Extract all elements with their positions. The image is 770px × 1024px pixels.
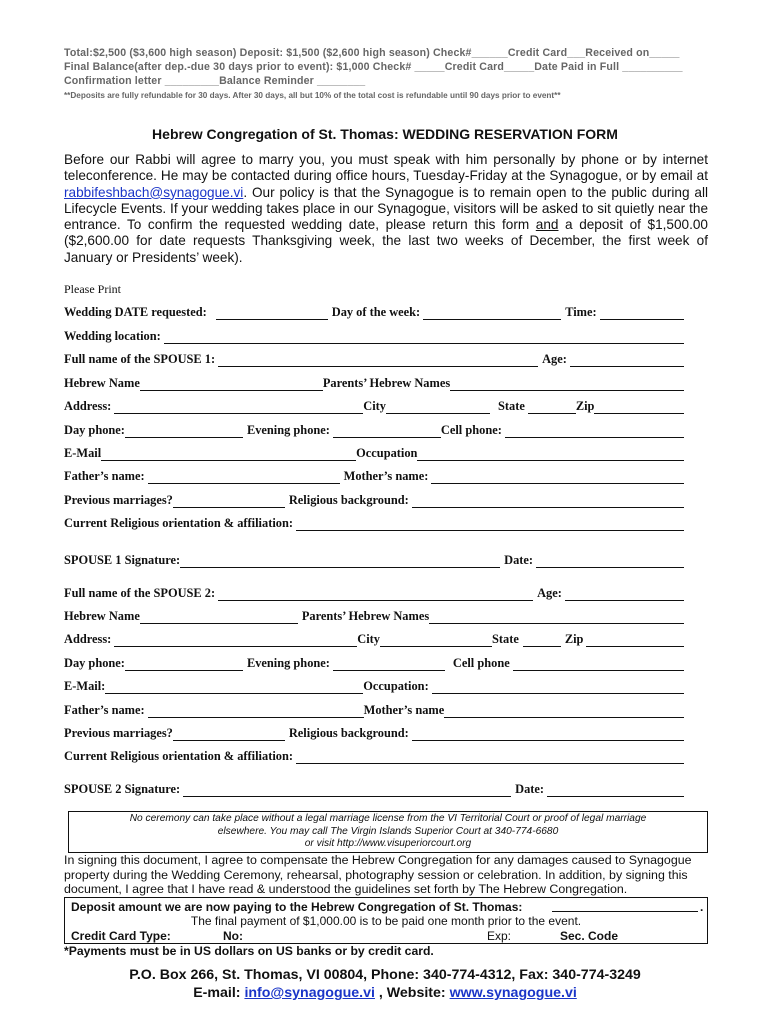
deposit-amount-label: Deposit amount we are now paying to the Hebrew Congregation of St. Thomas: [71, 900, 523, 914]
spouse1-age-field[interactable] [570, 354, 684, 367]
wedding-location-row [64, 326, 688, 344]
spouse1-sig-field[interactable] [180, 555, 500, 568]
agreement-paragraph: In signing this document, I agree to compensate the Hebrew Congregation for any damages caused to Synagogue property during the Wedding Ceremony, rehearsal, photography session or celebration. In addition, by signing this document, I agree that I have read & understood the guidelines set forth by The Hebrew Congregation. [64, 853, 692, 897]
spouse1-mother-label: Mother’s name: [343, 469, 429, 483]
spouse1-relig-label: Religious background: [288, 493, 409, 507]
deposit-period: . [700, 900, 704, 914]
marriage-license-notice [68, 811, 708, 853]
spouse2-dayphone-field[interactable] [125, 658, 243, 671]
spouse2-occupation-label: Occupation: [363, 679, 429, 693]
fee-line-final: Final Balance(after dep.-due 30 days prior to event): $1,000 Check# _____Credit Card_____Date Paid in Full __________ [64, 61, 683, 73]
fee-line-total: Total:$2,500 ($3,600 high season) Deposit: $1,500 ($2,600 high season) Check#______Credit Card___Received on_____ [64, 47, 680, 59]
spouse1-mother-field[interactable] [431, 471, 684, 484]
notice-line-2: elsewhere. You may call The Virgin Islands Superior Court at 340-774-6680 [217, 825, 559, 837]
spouse1-parents-label: Parents’ Hebrew Names [322, 376, 451, 390]
spouse1-orientation-row [64, 513, 688, 531]
credit-card-type-label: Credit Card Type: [71, 929, 171, 943]
card-number-label: No: [223, 929, 243, 943]
spouse1-state-field[interactable] [528, 401, 576, 414]
spouse1-occupation-field[interactable] [417, 448, 684, 461]
wedding-location-field[interactable] [164, 331, 684, 344]
spouse1-name-row [64, 349, 688, 367]
spouse2-name-field[interactable] [218, 588, 533, 601]
spouse1-email-label: E-Mail [64, 446, 102, 460]
spouse2-address-field[interactable] [114, 634, 357, 647]
spouse1-state-label: State [498, 399, 525, 413]
spouse1-hebrew-field[interactable] [140, 378, 323, 391]
intro-text-2: . Our policy is that the Synagogue is to remain open to the public during all Lifecycle Events. If your wedding takes place in our Synagogue, visitors will be asked to sit quietly near the entrance. To confirm the requested wedding date, please return this form [64, 184, 708, 233]
spouse1-relig-field[interactable] [412, 495, 684, 508]
spouse1-parents-row [64, 466, 688, 484]
spouse2-relig-field[interactable] [412, 728, 684, 741]
spouse2-parents-row [64, 700, 688, 718]
spouse1-parents-field[interactable] [450, 378, 684, 391]
spouse2-orientation-row [64, 746, 688, 764]
spouse1-evephone-label: Evening phone: [246, 423, 330, 437]
intro-text-1: Before our Rabbi will agree to marry you, you must speak with him personally by phone or by internet teleconference. He may be contacted during office hours, Tuesday-Friday at the Synagogue, or by email at [64, 152, 708, 184]
spouse2-email-field[interactable] [105, 681, 363, 694]
spouse1-city-label: City [363, 399, 386, 413]
spouse1-orient-label: Current Religious orientation & affiliation: [64, 516, 293, 530]
spouse2-city-field[interactable] [380, 634, 492, 647]
spouse2-name-label: Full name of the SPOUSE 2: [64, 586, 216, 600]
spouse1-father-label: Father’s name: [64, 469, 145, 483]
spouse1-background-row [64, 490, 688, 508]
spouse1-age-label: Age: [542, 352, 567, 366]
spouse1-address-field[interactable] [114, 401, 363, 414]
spouse1-prev-field[interactable] [173, 495, 285, 508]
spouse1-hebrew-row [64, 373, 688, 391]
spouse2-sig-field[interactable] [183, 784, 511, 797]
deposit-box [64, 897, 708, 944]
spouse2-evephone-label: Evening phone: [246, 656, 330, 670]
spouse2-background-row [64, 723, 688, 741]
spouse1-orient-field[interactable] [296, 518, 684, 531]
footer-website-label: , Website: [374, 985, 450, 1001]
spouse2-evephone-field[interactable] [333, 658, 445, 671]
spouse1-evephone-field[interactable] [333, 425, 441, 438]
refund-note: **Deposits are fully refundable for 30 days. After 30 days, all but 10% of the total cost is refundable until 90 days prior to event** [64, 91, 561, 100]
spouse2-date-label: Date: [515, 782, 545, 796]
spouse2-state-label: State [492, 632, 519, 646]
spouse2-address-label: Address: [64, 632, 112, 646]
spouse1-dayphone-field[interactable] [125, 425, 243, 438]
wedding-date-label: Wedding DATE requested: [64, 305, 207, 319]
spouse2-prev-field[interactable] [173, 728, 285, 741]
intro-text-3: a deposit of $1,500.00 ($2,600.00 for date requests Thanksgiving week, the last two weeks of December, the first week of January or Presidents’ week). [64, 217, 708, 265]
spouse2-orient-label: Current Religious orientation & affiliation: [64, 749, 293, 763]
spouse1-zip-label: Zip [575, 399, 595, 413]
fee-summary [64, 46, 714, 103]
time-label: Time: [565, 305, 597, 319]
day-of-week-label: Day of the week: [331, 305, 421, 319]
notice-line-3: or visit http://www.visuperiorcourt.org [304, 838, 472, 849]
spouse1-date-label: Date: [504, 553, 534, 567]
spouse1-cell-label: Cell phone: [440, 423, 502, 437]
spouse2-prev-label: Previous marriages? [64, 726, 173, 740]
intro-and: and [535, 217, 559, 233]
spouse2-name-row [64, 583, 688, 601]
spouse2-hebrew-label: Hebrew Name [64, 609, 140, 623]
spouse2-age-field[interactable] [565, 588, 684, 601]
spouse2-dayphone-label: Day phone: [64, 656, 125, 670]
spouse2-mother-field[interactable] [444, 705, 684, 718]
wedding-location-label: Wedding location: [64, 329, 161, 343]
spouse1-prev-label: Previous marriages? [64, 493, 173, 507]
spouse1-occupation-label: Occupation [356, 446, 418, 460]
spouse2-age-label: Age: [537, 586, 562, 600]
footer-address: P.O. Box 266, St. Thomas, VI 00804, Phone: 340-774-4312, Fax: 340-774-3249 [129, 967, 641, 983]
form-title: Hebrew Congregation of St. Thomas: WEDDING RESERVATION FORM [152, 126, 618, 142]
spouse2-mother-label: Mother’s name [363, 703, 445, 717]
spouse1-name-field[interactable] [218, 354, 538, 367]
spouse2-state-field[interactable] [523, 634, 561, 647]
spouse2-email-label: E-Mail: [64, 679, 106, 693]
spouse2-signature-row [64, 779, 688, 797]
rabbi-email-link[interactable]: rabbifeshbach@synagogue.vi [64, 184, 244, 200]
expiry-label: Exp: [487, 929, 512, 943]
footer-contact [0, 985, 770, 1001]
spouse2-parents-label: Parents’ Hebrew Names [301, 609, 430, 623]
footer-website-link[interactable]: www.synagogue.vi [449, 985, 577, 1001]
spouse1-date-field[interactable] [536, 555, 684, 568]
wedding-date-row [64, 302, 688, 320]
spouse2-date-field[interactable] [547, 784, 684, 797]
spouse2-hebrew-field[interactable] [140, 611, 298, 624]
spouse2-zip-field[interactable] [586, 634, 684, 647]
spouse2-orient-field[interactable] [296, 751, 684, 764]
spouse2-address-row [64, 629, 688, 647]
spouse2-relig-label: Religious background: [288, 726, 409, 740]
spouse2-email-row [64, 676, 688, 694]
spouse1-father-field[interactable] [148, 471, 340, 484]
spouse2-cell-label: Cell phone [452, 656, 510, 670]
final-payment-note: The final payment of $1,000.00 is to be paid one month prior to the event. [190, 914, 582, 928]
day-of-week-field[interactable] [423, 307, 561, 320]
spouse1-email-row [64, 443, 688, 461]
spouse2-city-label: City [357, 632, 380, 646]
spouse2-phone-row [64, 653, 688, 671]
spouse2-occupation-field[interactable] [432, 681, 684, 694]
spouse1-address-label: Address: [64, 399, 112, 413]
intro-paragraph [64, 152, 708, 266]
payments-note: *Payments must be in US dollars on US banks or by credit card. [64, 944, 434, 958]
spouse1-dayphone-label: Day phone: [64, 423, 125, 437]
spouse1-hebrew-label: Hebrew Name [64, 376, 140, 390]
spouse2-father-field[interactable] [148, 705, 364, 718]
spouse1-city-field[interactable] [386, 401, 490, 414]
notice-line-1: No ceremony can take place without a legal marriage license from the VI Territorial Court or proof of legal marriage [129, 813, 647, 824]
spouse1-zip-field[interactable] [594, 401, 684, 414]
wedding-date-field[interactable] [216, 307, 328, 320]
spouse1-signature-row [64, 550, 688, 568]
security-code-label: Sec. Code [560, 929, 619, 943]
spouse2-father-label: Father’s name: [64, 703, 145, 717]
spouse2-cell-field[interactable] [513, 658, 684, 671]
spouse2-hebrew-row [64, 606, 688, 624]
spouse1-phone-row [64, 420, 688, 438]
spouse2-parents-field[interactable] [429, 611, 684, 624]
fee-line-confirmation: Confirmation letter _________Balance Reminder ________ [64, 75, 366, 87]
footer-email-link[interactable]: info@synagogue.vi [244, 985, 375, 1001]
spouse2-zip-label: Zip [564, 632, 584, 646]
footer-email-label: E-mail: [193, 985, 245, 1001]
please-print: Please Print [64, 282, 121, 296]
spouse1-sig-label: SPOUSE 1 Signature: [64, 553, 181, 567]
spouse2-sig-label: SPOUSE 2 Signature: [64, 782, 181, 796]
spouse1-email-field[interactable] [101, 448, 356, 461]
spouse1-cell-field[interactable] [505, 425, 684, 438]
spouse1-address-row [64, 396, 688, 414]
spouse1-name-label: Full name of the SPOUSE 1: [64, 352, 216, 366]
time-field[interactable] [600, 307, 684, 320]
deposit-amount-field[interactable] [552, 911, 698, 912]
